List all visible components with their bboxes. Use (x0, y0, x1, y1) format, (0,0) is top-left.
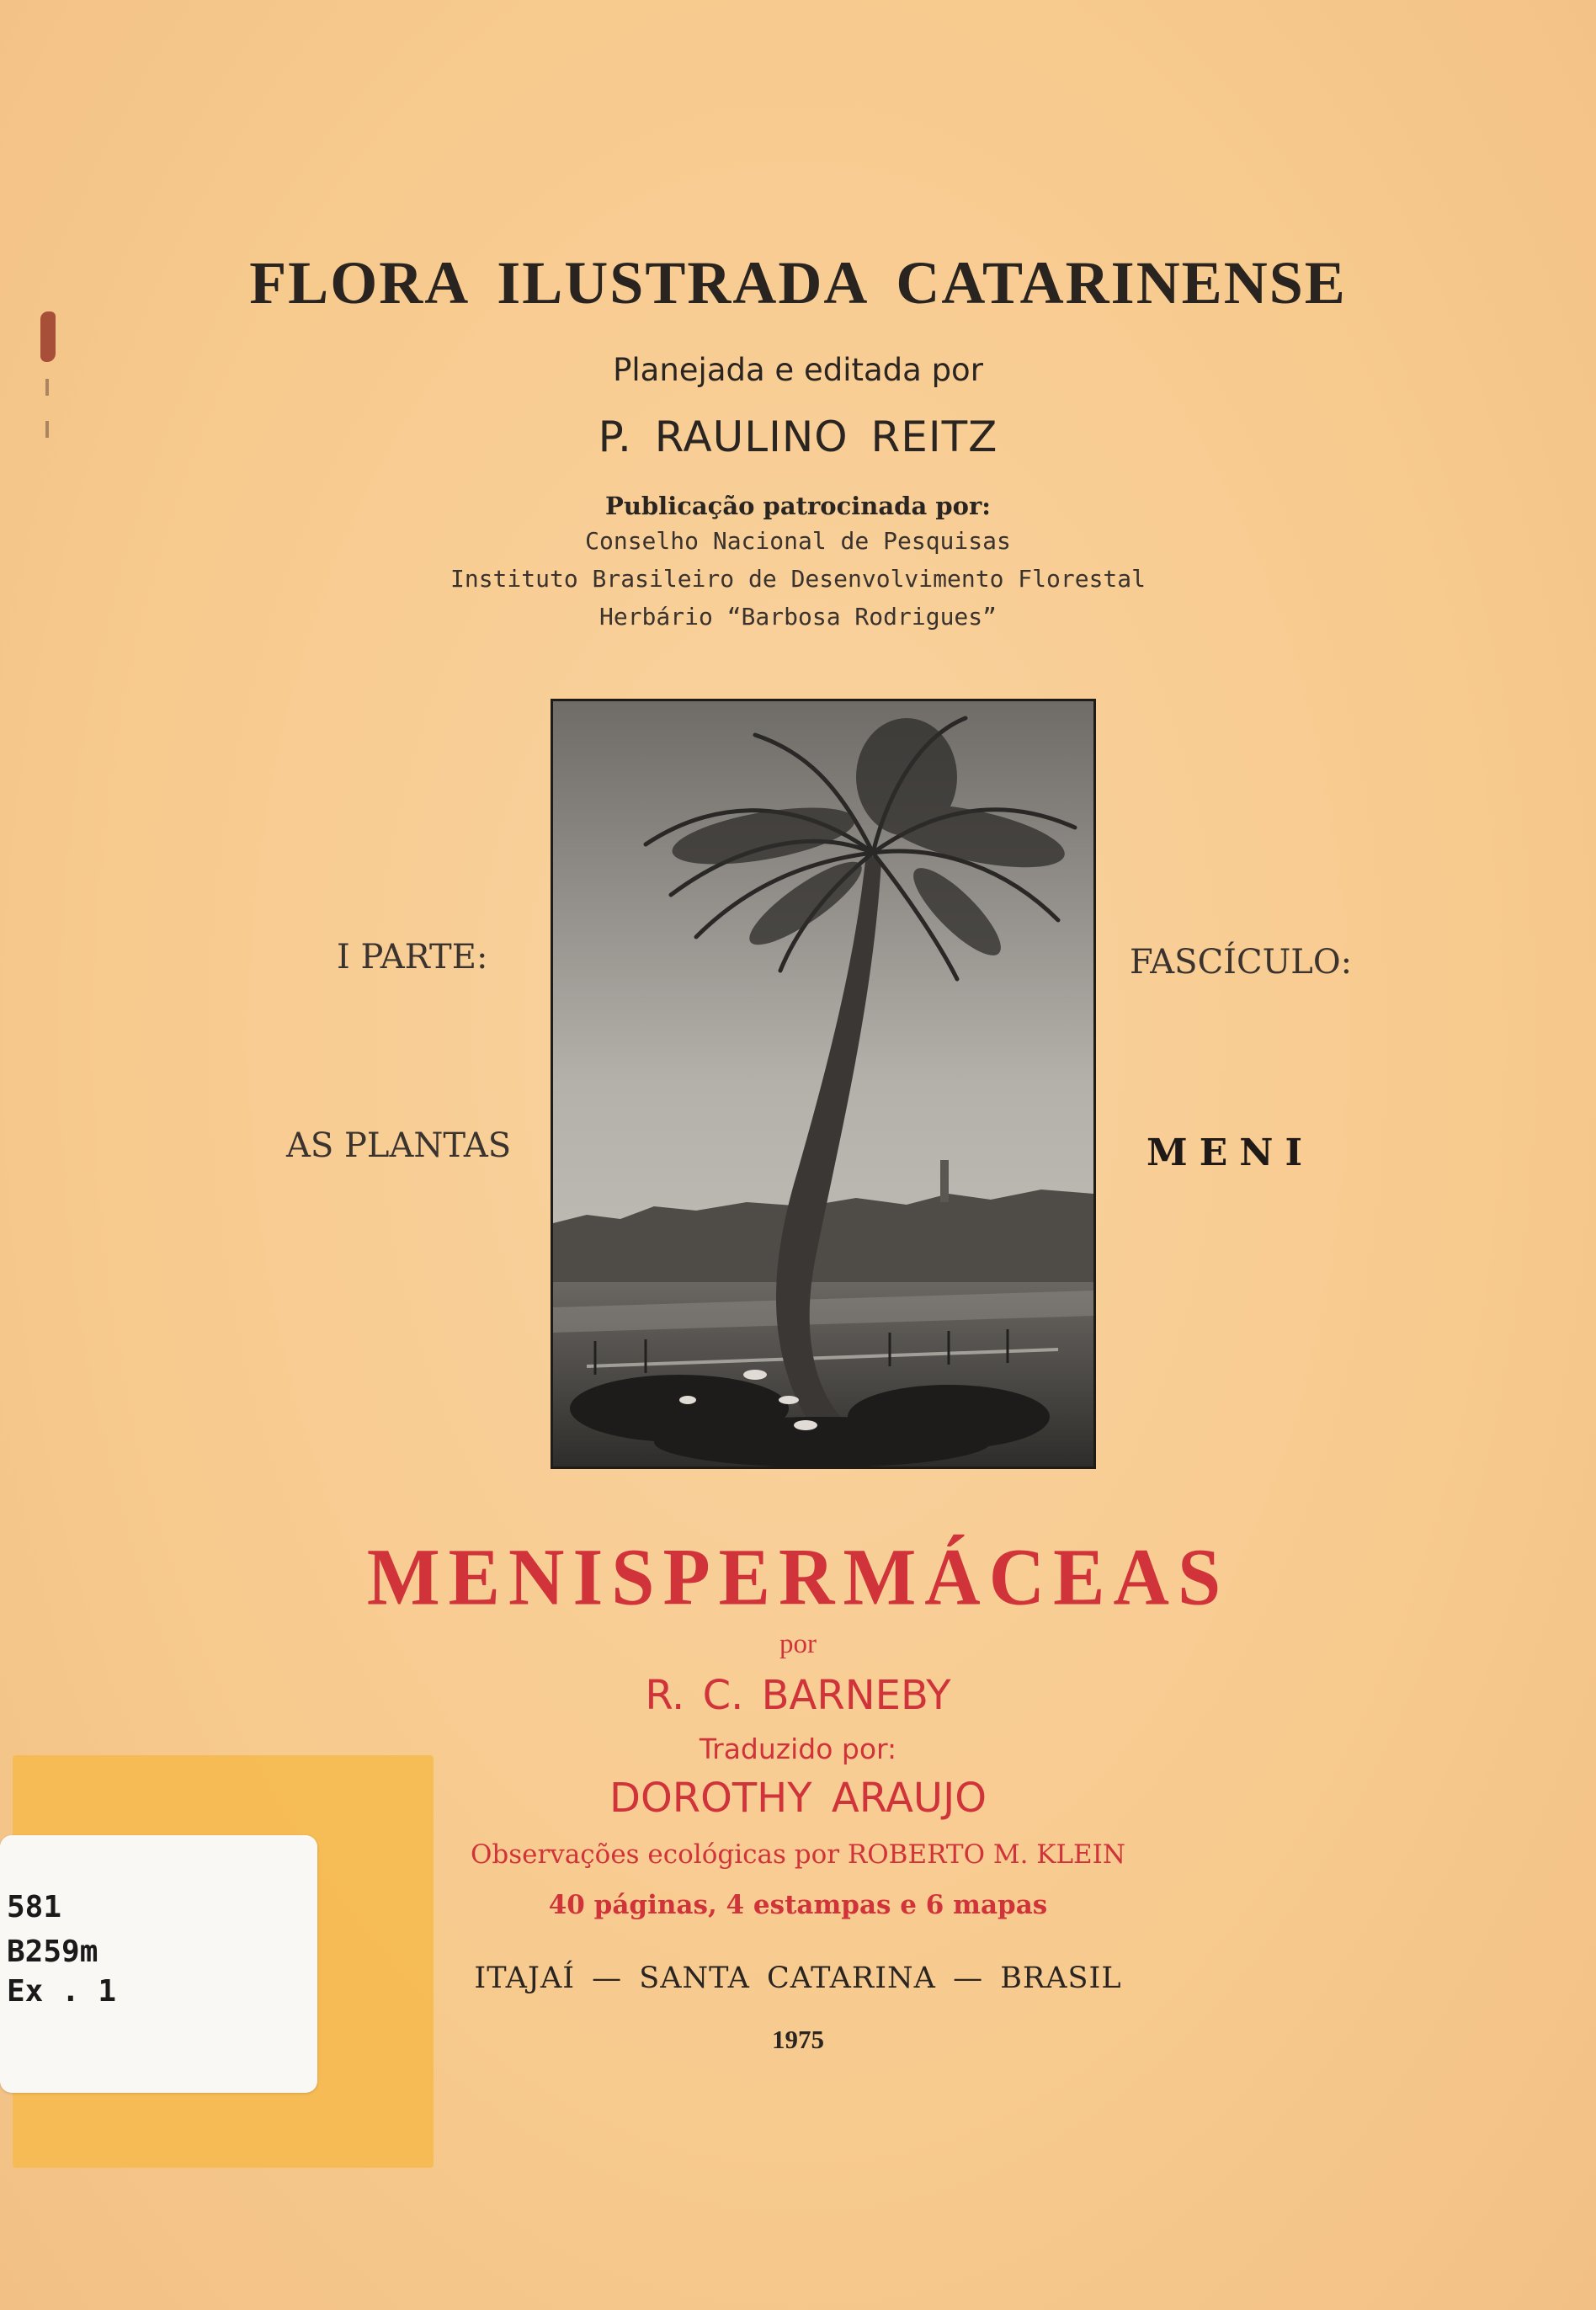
by-text: por (779, 1629, 817, 1659)
publication-year: 1975 (772, 2025, 824, 2054)
planned-by-text: Planejada e editada por (613, 352, 983, 388)
call-number-line: 581 (7, 1890, 62, 1924)
author-name: R. C. BARNEBY (645, 1672, 951, 1719)
sponsor-heading: Publicação patrocinada por: (605, 492, 991, 520)
publication-place: ITAJAÍ — SANTA CATARINA — BRASIL (474, 1961, 1122, 1995)
family-title: MENISPERMÁCEAS (366, 1531, 1230, 1622)
editor-name: P. RAULINO REITZ (598, 412, 998, 461)
series-title: FLORA ILUSTRADA CATARINENSE (249, 249, 1347, 317)
call-number-line: B259m (7, 1935, 98, 1969)
extent-text: 40 páginas, 4 estampas e 6 mapas (548, 1890, 1048, 1920)
sponsor-line: Instituto Brasileiro de Desenvolvimento Florestal (450, 565, 1146, 593)
part-value: AS PLANTAS (286, 1126, 512, 1165)
translated-by-text: Traduzido por: (699, 1732, 897, 1765)
part-label: I PARTE: (337, 938, 488, 977)
palm-tree-photo (551, 699, 1096, 1469)
call-number-line: Ex . 1 (7, 1974, 117, 2009)
observations-text: Observações ecológicas por ROBERTO M. KLEIN (470, 1839, 1126, 1870)
translator-name: DOROTHY ARAUJO (609, 1775, 987, 1822)
sponsor-line: Herbário “Barbosa Rodrigues” (598, 603, 997, 631)
fascicle-value: MENI (1146, 1131, 1315, 1174)
fascicle-label: FASCÍCULO: (1130, 943, 1353, 982)
sponsor-line: Conselho Nacional de Pesquisas (585, 527, 1011, 555)
